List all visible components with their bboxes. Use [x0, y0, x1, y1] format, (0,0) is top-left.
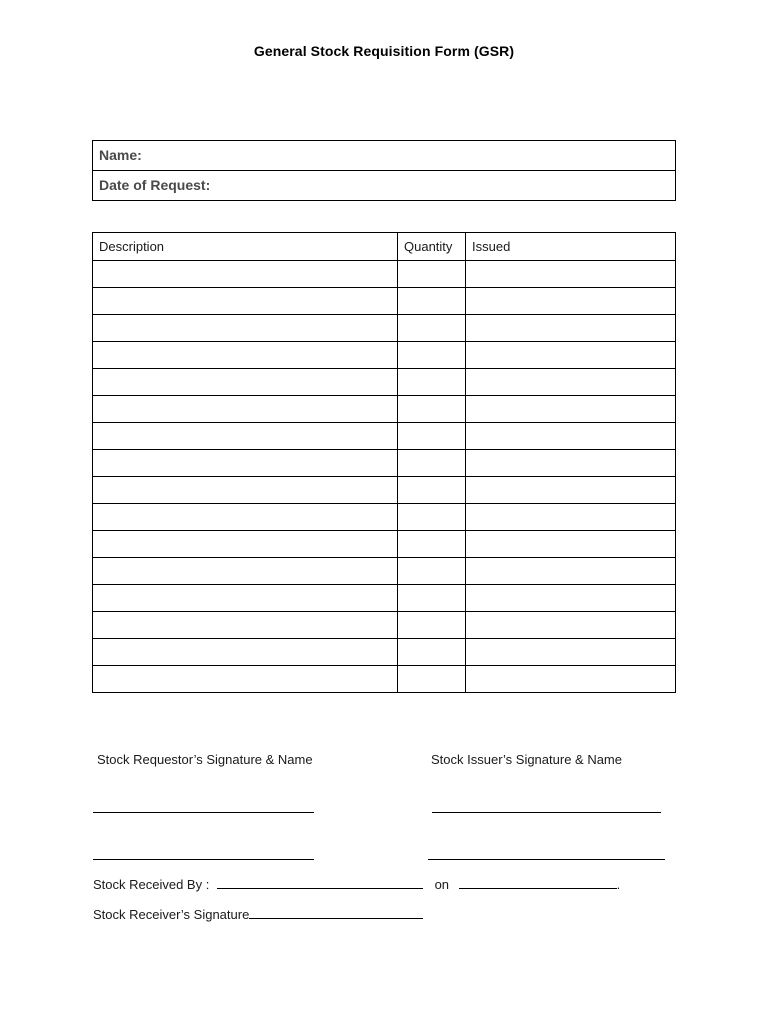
table-row	[93, 612, 676, 639]
issuer-signature-label: Stock Issuer’s Signature & Name	[431, 752, 622, 767]
quantity-cell[interactable]	[398, 558, 466, 585]
issued-cell[interactable]	[466, 558, 676, 585]
issued-cell[interactable]	[466, 585, 676, 612]
quantity-cell[interactable]	[398, 639, 466, 666]
issued-cell[interactable]	[466, 477, 676, 504]
description-cell[interactable]	[93, 342, 398, 369]
receiver-signature-row	[93, 906, 423, 922]
date-of-request-label: Date of Request:	[99, 177, 211, 193]
description-cell[interactable]	[93, 477, 398, 504]
form-title: General Stock Requisition Form (GSR)	[253, 43, 515, 59]
on-label: on	[434, 877, 450, 892]
quantity-cell[interactable]	[398, 666, 466, 693]
quantity-cell[interactable]	[398, 396, 466, 423]
table-row	[93, 585, 676, 612]
requestor-signature-label: Stock Requestor’s Signature & Name	[97, 752, 313, 767]
stock-received-by-row	[93, 876, 620, 892]
issuer-name-line[interactable]	[428, 859, 665, 860]
issued-cell[interactable]	[466, 504, 676, 531]
quantity-cell[interactable]	[398, 477, 466, 504]
quantity-column-header: Quantity	[398, 233, 466, 261]
table-row	[93, 531, 676, 558]
description-cell[interactable]	[93, 396, 398, 423]
issued-column-header: Issued	[466, 233, 676, 261]
table-row	[93, 369, 676, 396]
description-cell[interactable]	[93, 504, 398, 531]
quantity-cell[interactable]	[398, 450, 466, 477]
description-cell[interactable]	[93, 450, 398, 477]
table-row	[93, 477, 676, 504]
issued-cell[interactable]	[466, 612, 676, 639]
receiver-signature-label: Stock Receiver’s Signature	[93, 907, 250, 922]
table-row	[93, 396, 676, 423]
table-row	[93, 315, 676, 342]
requestor-name-line[interactable]	[93, 859, 314, 860]
description-cell[interactable]	[93, 315, 398, 342]
table-row	[93, 666, 676, 693]
table-row	[93, 504, 676, 531]
description-cell[interactable]	[93, 639, 398, 666]
issued-cell[interactable]	[466, 423, 676, 450]
table-row	[93, 288, 676, 315]
table-row	[93, 423, 676, 450]
issued-cell[interactable]	[466, 666, 676, 693]
quantity-cell[interactable]	[398, 612, 466, 639]
name-field[interactable]	[93, 141, 675, 171]
quantity-cell[interactable]	[398, 288, 466, 315]
stock-items-table	[92, 232, 676, 693]
issued-cell[interactable]	[466, 639, 676, 666]
table-header-row	[93, 233, 676, 261]
table-body	[93, 261, 676, 693]
quantity-cell[interactable]	[398, 261, 466, 288]
received-by-label: Stock Received By :	[93, 877, 210, 892]
description-column-header: Description	[93, 233, 398, 261]
issued-cell[interactable]	[466, 288, 676, 315]
issued-cell[interactable]	[466, 396, 676, 423]
description-cell[interactable]	[93, 261, 398, 288]
receiver-signature-line[interactable]	[249, 906, 423, 919]
description-cell[interactable]	[93, 585, 398, 612]
quantity-cell[interactable]	[398, 504, 466, 531]
quantity-cell[interactable]	[398, 315, 466, 342]
description-cell[interactable]	[93, 558, 398, 585]
issuer-signature-line[interactable]	[432, 812, 661, 813]
requestor-signature-line[interactable]	[93, 812, 314, 813]
received-by-line[interactable]	[217, 876, 423, 889]
issued-cell[interactable]	[466, 261, 676, 288]
description-cell[interactable]	[93, 666, 398, 693]
quantity-cell[interactable]	[398, 369, 466, 396]
name-label: Name:	[99, 147, 142, 163]
date-of-request-field[interactable]	[93, 171, 675, 201]
description-cell[interactable]	[93, 369, 398, 396]
issued-cell[interactable]	[466, 531, 676, 558]
description-cell[interactable]	[93, 423, 398, 450]
quantity-cell[interactable]	[398, 423, 466, 450]
quantity-cell[interactable]	[398, 342, 466, 369]
description-cell[interactable]	[93, 288, 398, 315]
issued-cell[interactable]	[466, 369, 676, 396]
quantity-cell[interactable]	[398, 585, 466, 612]
issued-cell[interactable]	[466, 342, 676, 369]
quantity-cell[interactable]	[398, 531, 466, 558]
table-row	[93, 639, 676, 666]
table-row	[93, 558, 676, 585]
requester-info-box	[92, 140, 676, 201]
description-cell[interactable]	[93, 612, 398, 639]
table-row	[93, 342, 676, 369]
issued-cell[interactable]	[466, 315, 676, 342]
description-cell[interactable]	[93, 531, 398, 558]
issued-cell[interactable]	[466, 450, 676, 477]
table-row	[93, 450, 676, 477]
end-mark: .	[616, 877, 621, 892]
table-row	[93, 261, 676, 288]
received-date-line[interactable]	[459, 876, 617, 889]
